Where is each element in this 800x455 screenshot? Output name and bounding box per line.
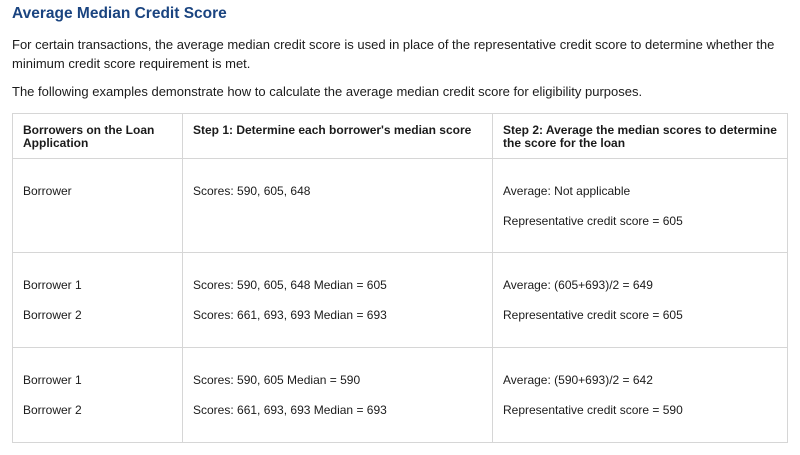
credit-score-table (12, 113, 788, 443)
table-cell (183, 159, 493, 253)
table-cell (13, 159, 183, 253)
average-text: Average: Not applicable (503, 184, 631, 198)
borrower-label: Borrower (23, 184, 72, 198)
examples-paragraph: The following examples demonstrate how to calculate the average median credit score for eligibility purposes. (12, 84, 643, 99)
header-step-1: Step 1: Determine each borrower's median score (183, 114, 493, 159)
table-row (13, 253, 788, 348)
header-step-2: Step 2: Average the median scores to determine the score for the loan (493, 114, 788, 159)
table-cell (13, 348, 183, 443)
table-row (13, 348, 788, 443)
borrower-label: Borrower 1 (23, 373, 82, 387)
scores-text: Scores: 590, 605, 648 Median = 605 (193, 278, 387, 292)
intro-paragraph: For certain transactions, the average median credit score is used in place of the representative credit score to determine whether the minimum credit score requirement is met. (12, 37, 775, 71)
table-cell (493, 348, 788, 443)
scores-text: Scores: 661, 693, 693 Median = 693 (193, 403, 387, 417)
representative-score-text: Representative credit score = 605 (503, 214, 683, 228)
borrower-label: Borrower 2 (23, 308, 82, 322)
table-cell (493, 253, 788, 348)
borrower-label: Borrower 2 (23, 403, 82, 417)
borrower-label: Borrower 1 (23, 278, 82, 292)
scores-text: Scores: 590, 605, 648 (193, 184, 311, 198)
average-text: Average: (590+693)/2 = 642 (503, 373, 653, 387)
header-borrowers: Borrowers on the Loan Application (13, 114, 183, 159)
table-cell (183, 348, 493, 443)
scores-text: Scores: 661, 693, 693 Median = 693 (193, 308, 387, 322)
table-cell (13, 253, 183, 348)
representative-score-text: Representative credit score = 605 (503, 308, 683, 322)
page-title: Average Median Credit Score (12, 5, 227, 22)
average-text: Average: (605+693)/2 = 649 (503, 278, 653, 292)
representative-score-text: Representative credit score = 590 (503, 403, 683, 417)
scores-text: Scores: 590, 605 Median = 590 (193, 373, 361, 387)
table-cell (493, 159, 788, 253)
table-row (13, 159, 788, 253)
table-cell (183, 253, 493, 348)
table-header-row (13, 114, 788, 159)
